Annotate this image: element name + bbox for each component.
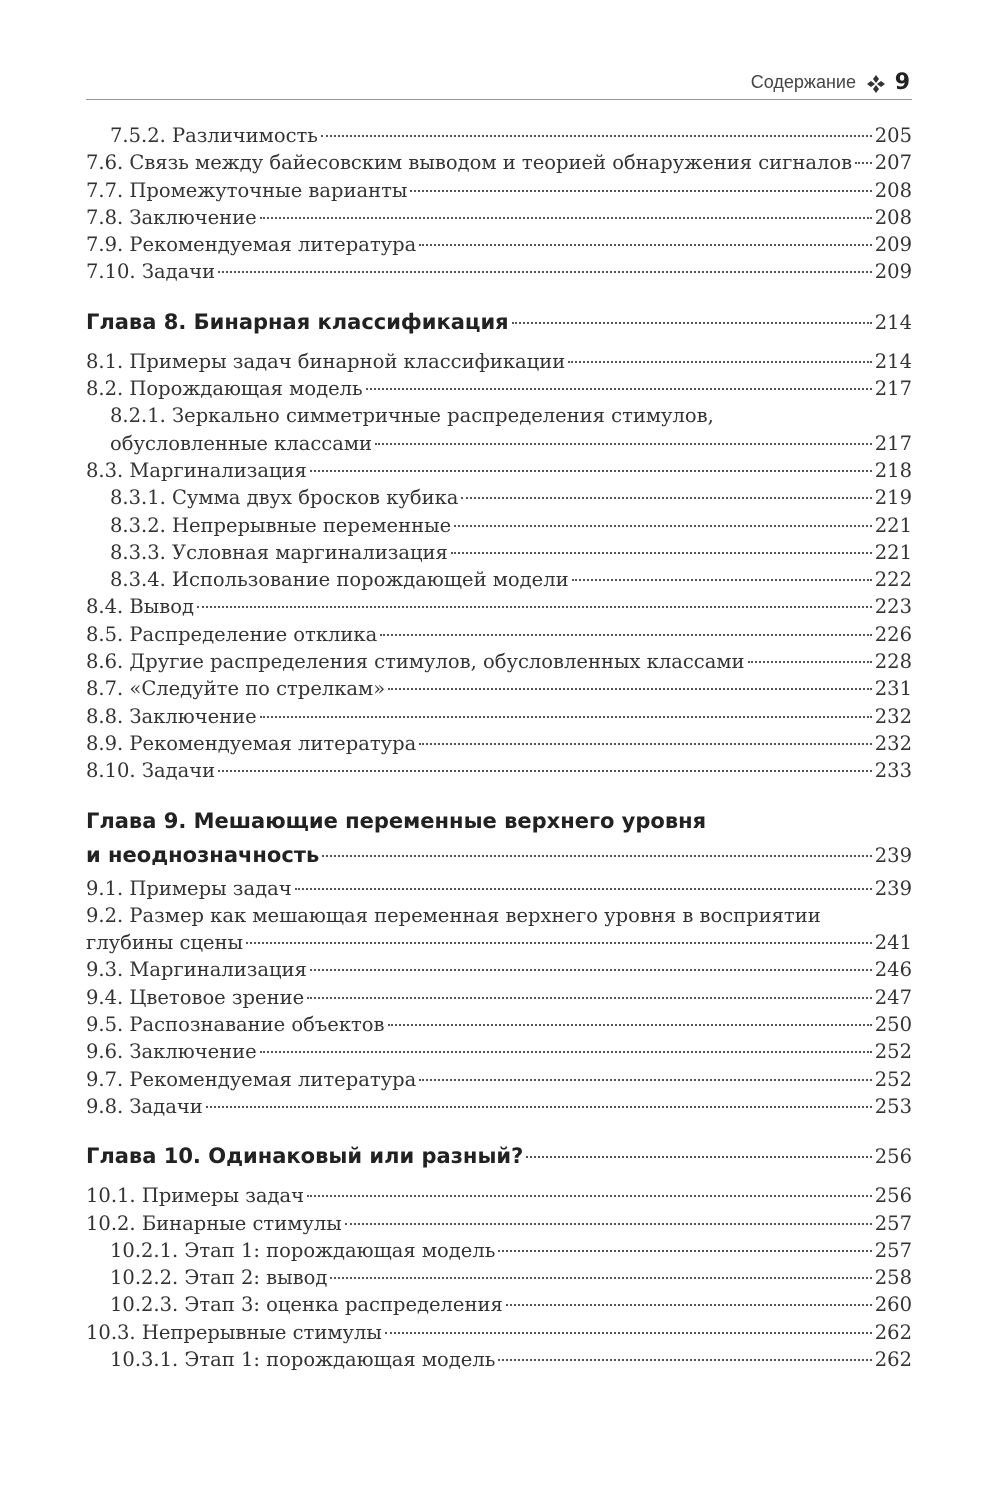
toc-entry-label: 8.2. Порождающая модель bbox=[86, 377, 363, 401]
header-divider bbox=[86, 99, 912, 100]
toc-entry-label: 8.3. Маргинализация bbox=[86, 458, 307, 482]
chapter-title-continued: и неоднозначность bbox=[86, 842, 320, 867]
dot-leader bbox=[260, 1051, 872, 1053]
toc-entry-page: 256 bbox=[874, 1184, 912, 1208]
toc-entry-label: 9.2. Размер как мешающая переменная верхнего уровня в восприятии bbox=[86, 903, 821, 927]
toc-entry-page: 218 bbox=[874, 458, 912, 482]
toc-entry-label: 7.6. Связь между байесовским выводом и теорией обнаружения сигналов bbox=[86, 151, 853, 175]
toc-entry-label: 7.7. Промежуточные варианты bbox=[86, 178, 408, 202]
toc-entry[interactable] bbox=[86, 350, 912, 377]
dot-leader bbox=[246, 942, 872, 944]
dot-leader bbox=[410, 190, 871, 192]
toc-entry-page: 232 bbox=[874, 731, 912, 755]
toc-entry-page: 217 bbox=[874, 431, 912, 455]
toc-entry[interactable] bbox=[86, 233, 912, 260]
toc-entry[interactable] bbox=[86, 1013, 912, 1040]
toc-entry-label: 7.8. Заключение bbox=[86, 205, 257, 229]
table-of-contents bbox=[86, 124, 912, 1375]
toc-entry-page: 221 bbox=[874, 540, 912, 564]
running-header bbox=[86, 72, 912, 98]
dot-leader bbox=[218, 271, 872, 273]
toc-entry-label: 8.1. Примеры задач бинарной классификации bbox=[86, 349, 566, 373]
toc-entry[interactable] bbox=[86, 904, 912, 931]
dot-leader bbox=[321, 135, 872, 137]
dot-leader bbox=[451, 552, 872, 554]
toc-entry-page: 250 bbox=[874, 1013, 912, 1037]
dot-leader bbox=[307, 1195, 872, 1197]
toc-entry-page: 246 bbox=[874, 958, 912, 982]
toc-entry-label: глубины сцены bbox=[86, 931, 244, 955]
toc-entry-page: 221 bbox=[874, 513, 912, 537]
toc-section-ch9 bbox=[86, 809, 912, 1123]
toc-entry-label: 10.2. Бинарные стимулы bbox=[86, 1211, 342, 1235]
toc-entry[interactable] bbox=[86, 1266, 912, 1293]
toc-entry[interactable] bbox=[86, 568, 912, 595]
toc-entry[interactable] bbox=[86, 705, 912, 732]
toc-entry-page: 208 bbox=[874, 205, 912, 229]
toc-section-ch8 bbox=[86, 310, 912, 787]
dot-leader bbox=[310, 969, 872, 971]
toc-entry-label: 9.3. Маргинализация bbox=[86, 958, 307, 982]
toc-entry[interactable] bbox=[86, 377, 912, 404]
toc-entry-page: 262 bbox=[874, 1347, 912, 1371]
toc-entry-label: 9.8. Задачи bbox=[86, 1094, 203, 1118]
toc-entry-page: 247 bbox=[874, 985, 912, 1009]
toc-entry-label: 8.8. Заключение bbox=[86, 704, 257, 728]
dot-leader bbox=[345, 1223, 872, 1225]
toc-entry-label: 8.5. Распределение отклика bbox=[86, 622, 378, 646]
toc-entry[interactable] bbox=[86, 514, 912, 541]
dot-leader bbox=[310, 470, 872, 472]
toc-entry[interactable] bbox=[86, 459, 912, 486]
dot-leader bbox=[260, 716, 872, 718]
toc-entry-page: 252 bbox=[874, 1067, 912, 1091]
toc-entry-label: 9.1. Примеры задач bbox=[86, 876, 292, 900]
toc-entry-page: 260 bbox=[874, 1293, 912, 1317]
toc-entry-label: 7.10. Задачи bbox=[86, 260, 216, 284]
dot-leader bbox=[385, 1332, 872, 1334]
toc-entry-page: 222 bbox=[874, 568, 912, 592]
chapter-heading-line1[interactable] bbox=[86, 809, 912, 843]
toc-entry-label: 9.6. Заключение bbox=[86, 1040, 257, 1064]
toc-entry-page: 208 bbox=[874, 178, 912, 202]
toc-entry-label: 8.3.3. Условная маргинализация bbox=[110, 540, 448, 564]
toc-entry-page: 228 bbox=[874, 650, 912, 674]
dot-leader bbox=[206, 1106, 872, 1108]
toc-entry-label: 8.3.1. Сумма двух бросков кубика bbox=[110, 486, 459, 510]
dot-leader bbox=[260, 217, 872, 219]
dot-leader bbox=[461, 497, 871, 499]
toc-entry[interactable] bbox=[86, 1184, 912, 1211]
chapter-page: 256 bbox=[874, 1145, 912, 1169]
dot-leader bbox=[419, 743, 872, 745]
toc-entry[interactable] bbox=[86, 1239, 912, 1266]
toc-entry[interactable] bbox=[86, 958, 912, 985]
running-header-title: Содержание bbox=[750, 72, 856, 92]
chapter-heading[interactable] bbox=[86, 1144, 912, 1178]
toc-entry-label: 8.3.2. Непрерывные переменные bbox=[110, 513, 452, 537]
dot-leader bbox=[498, 1359, 871, 1361]
dot-leader bbox=[197, 606, 872, 608]
toc-entry[interactable] bbox=[86, 1040, 912, 1067]
dot-leader bbox=[419, 1079, 872, 1081]
toc-entry-label: 7.9. Рекомендуемая литература bbox=[86, 233, 417, 257]
toc-entry[interactable] bbox=[86, 124, 912, 151]
dot-leader bbox=[388, 688, 872, 690]
toc-entry-label: обусловленные классами bbox=[110, 431, 372, 455]
dot-leader bbox=[419, 244, 872, 246]
toc-entry[interactable] bbox=[86, 404, 912, 431]
toc-entry[interactable] bbox=[86, 1293, 912, 1320]
toc-entry-label: 8.2.1. Зеркально симметричные распределения стимулов, bbox=[110, 404, 714, 428]
toc-entry-page: 209 bbox=[874, 260, 912, 284]
toc-entry-page: 239 bbox=[874, 876, 912, 900]
toc-entry[interactable] bbox=[86, 206, 912, 233]
dot-leader bbox=[454, 525, 872, 527]
toc-entry-page: 207 bbox=[874, 151, 912, 175]
toc-entry[interactable] bbox=[86, 759, 912, 786]
toc-entry-label: 10.2.1. Этап 1: порождающая модель bbox=[110, 1238, 496, 1262]
toc-entry[interactable] bbox=[86, 179, 912, 206]
toc-entry[interactable] bbox=[86, 1348, 912, 1375]
toc-entry[interactable] bbox=[86, 650, 912, 677]
chapter-title: Глава 8. Бинарная классификация bbox=[86, 309, 509, 334]
dot-leader bbox=[572, 579, 872, 581]
toc-entry[interactable] bbox=[86, 595, 912, 622]
toc-entry-page: 217 bbox=[874, 377, 912, 401]
toc-entry-page: 226 bbox=[874, 622, 912, 646]
toc-entry-page: 219 bbox=[874, 486, 912, 510]
toc-section-ch10 bbox=[86, 1144, 912, 1375]
dot-leader bbox=[568, 361, 872, 363]
toc-entry[interactable] bbox=[86, 541, 912, 568]
chapter-page: 214 bbox=[874, 310, 912, 334]
toc-entry[interactable] bbox=[86, 732, 912, 759]
toc-entry-page: 209 bbox=[874, 233, 912, 257]
toc-entry[interactable] bbox=[86, 877, 912, 904]
toc-entry-label: 8.9. Рекомендуемая литература bbox=[86, 731, 417, 755]
toc-entry-page: 205 bbox=[874, 124, 912, 147]
chapter-title: Глава 9. Мешающие переменные верхнего уровня bbox=[86, 808, 707, 833]
toc-entry-label: 8.10. Задачи bbox=[86, 759, 216, 783]
toc-entry-page: 232 bbox=[874, 704, 912, 728]
dot-leader bbox=[855, 162, 872, 164]
toc-entry-label: 10.2.2. Этап 2: вывод bbox=[110, 1266, 328, 1290]
dot-leader bbox=[512, 322, 872, 324]
dot-leader bbox=[388, 1024, 872, 1026]
toc-entry-page: 214 bbox=[874, 349, 912, 373]
toc-entry-page: 257 bbox=[874, 1211, 912, 1235]
dot-leader bbox=[498, 1250, 871, 1252]
toc-entry-label: 10.1. Примеры задач bbox=[86, 1184, 304, 1208]
toc-entry-label: 9.4. Цветовое зрение bbox=[86, 985, 305, 1009]
toc-entry-label: 10.2.3. Этап 3: оценка распределения bbox=[110, 1293, 503, 1317]
toc-entry-page: 253 bbox=[874, 1094, 912, 1118]
toc-entry-label: 10.3.1. Этап 1: порождающая модель bbox=[110, 1347, 496, 1371]
page-number: 9 bbox=[894, 70, 910, 95]
dot-leader bbox=[748, 661, 872, 663]
toc-entry-label: 8.3.4. Использование порождающей модели bbox=[110, 568, 569, 592]
chapter-title: Глава 10. Одинаковый или разный? bbox=[86, 1144, 524, 1169]
toc-entry-label: 9.5. Распознавание объектов bbox=[86, 1013, 385, 1037]
toc-entry-page: 258 bbox=[874, 1266, 912, 1290]
toc-entry-page: 231 bbox=[874, 677, 912, 701]
toc-entry-page: 262 bbox=[874, 1320, 912, 1344]
toc-entry-label: 8.4. Вывод bbox=[86, 595, 194, 619]
toc-entry-page: 233 bbox=[874, 759, 912, 783]
toc-entry-label: 9.7. Рекомендуемая литература bbox=[86, 1067, 417, 1091]
toc-entry[interactable] bbox=[86, 677, 912, 704]
toc-entry-label: 8.7. «Следуйте по стрелкам» bbox=[86, 677, 386, 701]
toc-entry[interactable] bbox=[86, 432, 912, 459]
toc-entry[interactable] bbox=[86, 1068, 912, 1095]
dot-leader bbox=[380, 634, 872, 636]
toc-entry[interactable] bbox=[86, 931, 912, 958]
chapter-heading[interactable] bbox=[86, 310, 912, 344]
toc-entry[interactable] bbox=[86, 1095, 912, 1122]
dot-leader bbox=[295, 888, 872, 890]
toc-entry-label: 10.3. Непрерывные стимулы bbox=[86, 1320, 382, 1344]
dot-leader bbox=[322, 855, 872, 857]
dot-leader bbox=[375, 443, 872, 445]
toc-entry-page: 257 bbox=[874, 1238, 912, 1262]
toc-entry[interactable] bbox=[86, 623, 912, 650]
toc-entry[interactable] bbox=[86, 486, 912, 513]
toc-entry[interactable] bbox=[86, 1321, 912, 1348]
toc-entry[interactable] bbox=[86, 151, 912, 178]
four-diamond-ornament-icon bbox=[866, 74, 886, 94]
toc-entry-page: 223 bbox=[874, 595, 912, 619]
dot-leader bbox=[526, 1156, 871, 1158]
dot-leader bbox=[307, 997, 872, 999]
toc-section-ch7-tail bbox=[86, 124, 912, 288]
toc-entry[interactable] bbox=[86, 1212, 912, 1239]
chapter-page: 239 bbox=[874, 843, 912, 867]
dot-leader bbox=[506, 1304, 872, 1306]
toc-entry-label: 8.6. Другие распределения стимулов, обусловленных классами bbox=[86, 650, 745, 674]
toc-entry-page: 252 bbox=[874, 1040, 912, 1064]
dot-leader bbox=[366, 388, 872, 390]
toc-entry[interactable] bbox=[86, 986, 912, 1013]
toc-entry-page: 241 bbox=[874, 931, 912, 955]
dot-leader bbox=[218, 770, 872, 772]
dot-leader bbox=[330, 1277, 871, 1279]
chapter-heading[interactable] bbox=[86, 843, 912, 877]
toc-entry[interactable] bbox=[86, 260, 912, 287]
toc-entry-label: 7.5.2. Различимость bbox=[110, 124, 318, 147]
